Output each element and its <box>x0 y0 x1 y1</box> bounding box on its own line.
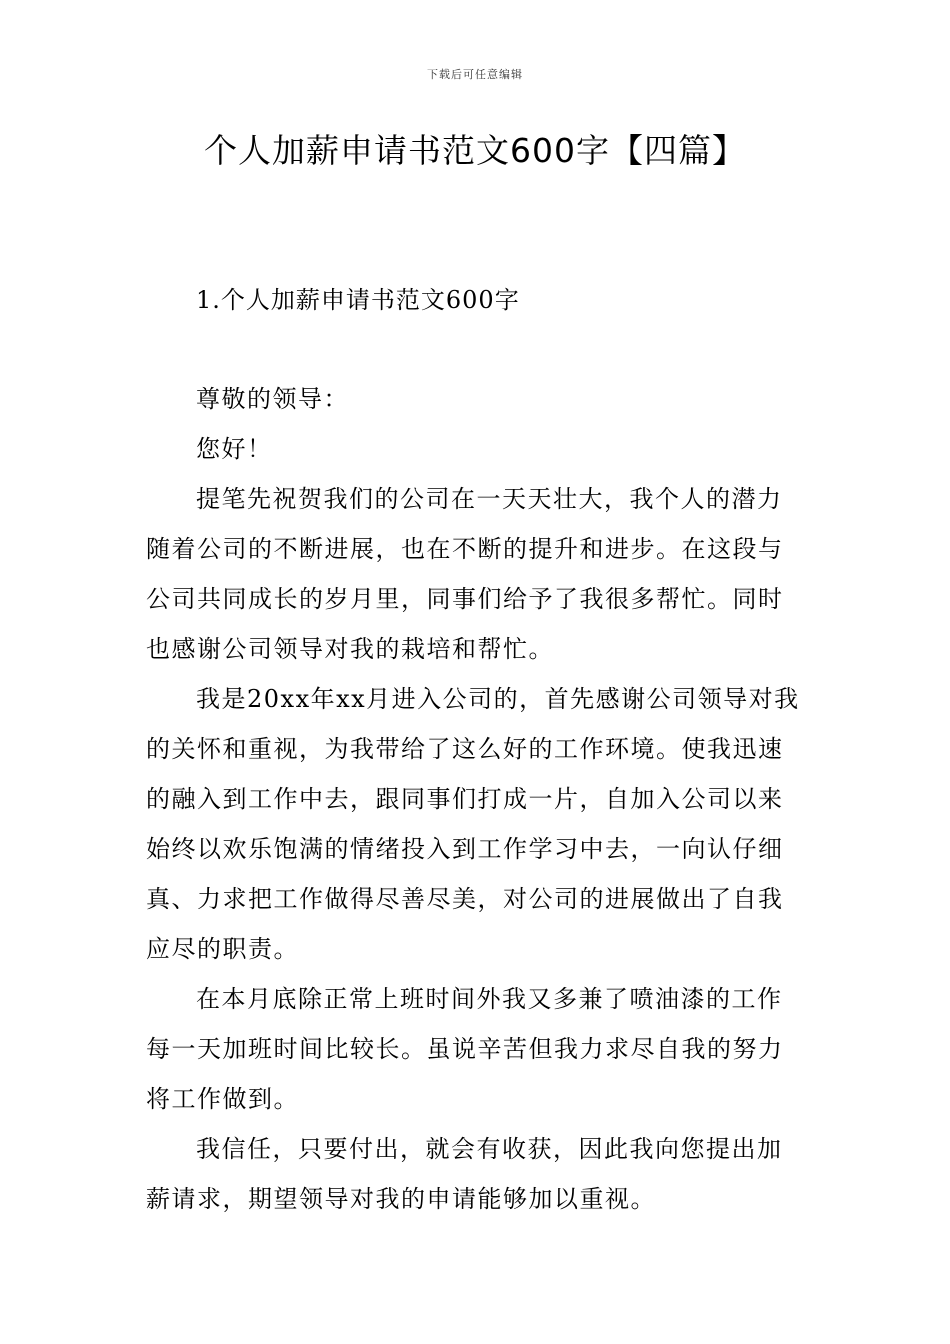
paragraph-line: 公司共同成长的岁月里，同事们给予了我很多帮忙。同时 <box>146 585 784 613</box>
paragraph <box>146 974 808 1124</box>
salutation-block <box>146 374 808 424</box>
paragraph-line: 真、力求把工作做得尽善尽美，对公司的进展做出了自我 <box>146 885 784 913</box>
paragraph <box>146 1124 808 1224</box>
paragraph-line: 将工作做到。 <box>146 1085 299 1113</box>
paragraph-line: 提笔先祝贺我们的公司在一天天壮大，我个人的潜力 <box>196 485 783 513</box>
paragraph-line: 薪请求，期望领导对我的申请能够加以重视。 <box>146 1185 656 1213</box>
greeting-block <box>146 424 808 474</box>
document-title: 个人加薪申请书范文600字【四篇】 <box>204 131 746 170</box>
letter-body <box>146 474 808 1224</box>
section-heading: 1.个人加薪申请书范文600字 <box>196 286 520 314</box>
paragraph-line: 随着公司的不断进展，也在不断的提升和进步。在这段与 <box>146 535 784 563</box>
paragraph-line: 在本月底除正常上班时间外我又多兼了喷油漆的工作 <box>196 985 783 1013</box>
paragraph-line: 的融入到工作中去，跟同事们打成一片，自加入公司以来 <box>146 785 784 813</box>
paragraph-line: 也感谢公司领导对我的栽培和帮忙。 <box>146 635 554 663</box>
watermark-text: 下载后可任意编辑 <box>427 68 523 81</box>
paragraph-line: 我信任，只要付出，就会有收获，因此我向您提出加 <box>196 1135 783 1163</box>
paragraph-line: 应尽的职责。 <box>146 935 299 963</box>
paragraph-line: 我是20xx年xx月进入公司的，首先感谢公司领导对我 <box>196 685 800 713</box>
paragraph <box>146 674 808 974</box>
paragraph-line: 始终以欢乐饱满的情绪投入到工作学习中去，一向认仔细 <box>146 835 784 863</box>
paragraph-line: 的关怀和重视，为我带给了这么好的工作环境。使我迅速 <box>146 735 784 763</box>
paragraph <box>146 474 808 674</box>
greeting-line: 您好！ <box>196 435 273 463</box>
paragraph-line: 每一天加班时间比较长。虽说辛苦但我力求尽自我的努力 <box>146 1035 784 1063</box>
salutation-line: 尊敬的领导： <box>196 385 349 413</box>
